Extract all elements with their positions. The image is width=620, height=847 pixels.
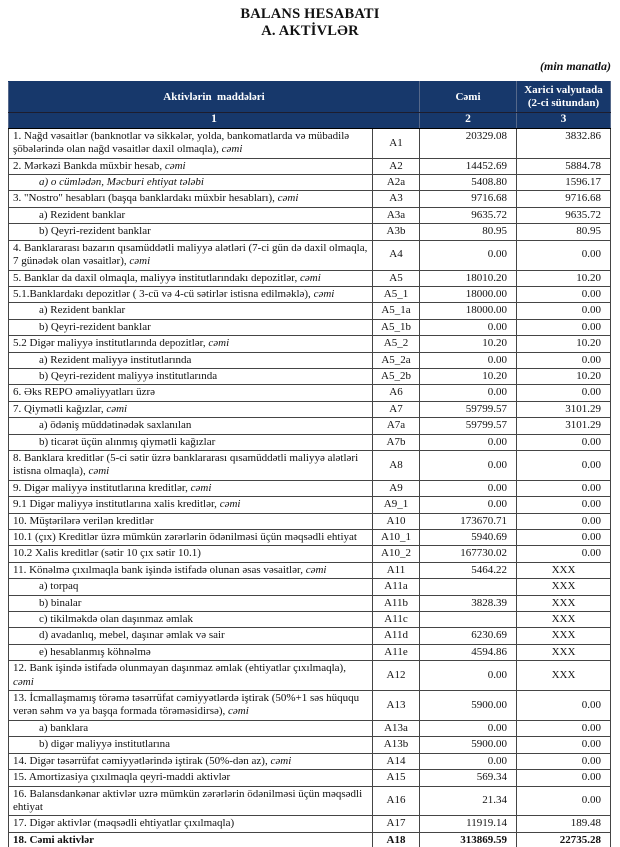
item-label-cell: b) Qeyri-rezident banklar [9, 224, 373, 240]
total-value-cell: 0.00 [420, 352, 517, 368]
total-value-cell: 5900.00 [420, 737, 517, 753]
item-label-italic: cəmi [129, 255, 151, 268]
table-row [9, 832, 611, 847]
foreign-value-cell: 0.00 [517, 450, 611, 480]
table-row [9, 286, 611, 302]
item-code-cell: A5_2 [373, 336, 420, 352]
total-value-cell: 5900.00 [420, 691, 517, 721]
item-label-cell: 6. Əks REPO əməliyyatları üzrə [9, 385, 373, 401]
foreign-value-cell: 5884.78 [517, 158, 611, 174]
column-header-total: Cəmi [420, 82, 517, 113]
item-label-italic: cəmi [88, 465, 110, 478]
total-value-cell: 9635.72 [420, 207, 517, 223]
total-value-cell: 0.00 [420, 450, 517, 480]
foreign-value-cell: 22735.28 [517, 832, 611, 847]
total-value-cell: 0.00 [420, 497, 517, 513]
table-row [9, 224, 611, 240]
item-code-cell: A4 [373, 240, 420, 270]
table-row [9, 270, 611, 286]
item-code-cell: A3a [373, 207, 420, 223]
foreign-value-cell: 0.00 [517, 737, 611, 753]
foreign-value-cell: 0.00 [517, 530, 611, 546]
document-title-block [0, 0, 620, 39]
total-value-cell: 5464.22 [420, 562, 517, 578]
total-value-cell: 6230.69 [420, 628, 517, 644]
total-value-cell: 10.20 [420, 336, 517, 352]
table-row [9, 816, 611, 832]
item-code-cell: A18 [373, 832, 420, 847]
foreign-value-cell: 189.48 [517, 816, 611, 832]
item-label-italic: cəmi [221, 143, 243, 156]
header-row [9, 82, 611, 113]
item-label-cell: 12. Bank işində istifadə olunmayan daşınmaz əmlak (ehtiyatlar çıxılmaqla), cəmi [9, 661, 373, 691]
page-subtitle: A. AKTİVLƏR [261, 22, 359, 39]
item-label-cell: 1. Nağd vəsaitlər (banknotlar və sikkələr, yolda, bankomatlarda və mübadilə şöbələrində olan nağd vəsaitlər daxil olmaqla), cəmi [9, 128, 373, 158]
total-value-cell: 5940.69 [420, 530, 517, 546]
foreign-value-cell: 3101.29 [517, 401, 611, 417]
table-header [9, 82, 611, 129]
foreign-value-cell: 0.00 [517, 286, 611, 302]
item-label-italic: cəmi [190, 481, 212, 494]
item-code-cell: A15 [373, 770, 420, 786]
item-code-cell: A7a [373, 418, 420, 434]
foreign-value-cell: 0.00 [517, 497, 611, 513]
table-row [9, 720, 611, 736]
foreign-value-cell: 10.20 [517, 270, 611, 286]
item-label-cell: e) hesablanmış köhnəlmə [9, 644, 373, 660]
foreign-value-cell: 10.20 [517, 368, 611, 384]
table-body [9, 128, 611, 847]
foreign-value-cell: 9716.68 [517, 191, 611, 207]
item-code-cell: A11d [373, 628, 420, 644]
item-code-cell: A11e [373, 644, 420, 660]
item-label-cell: 16. Balansdankənar aktivlər uzrə mümkün zərərlərin ödənilməsi üçün məqsədli ehtiyat [9, 786, 373, 816]
table-row [9, 530, 611, 546]
foreign-value-cell: 3832.86 [517, 128, 611, 158]
item-label-cell: a) torpaq [9, 579, 373, 595]
column-header-items: Aktivlərin maddələri [9, 82, 420, 113]
item-code-cell: A3 [373, 191, 420, 207]
foreign-value-cell: 9635.72 [517, 207, 611, 223]
table-row [9, 786, 611, 816]
foreign-value-cell: 0.00 [517, 434, 611, 450]
table-row [9, 497, 611, 513]
item-code-cell: A13b [373, 737, 420, 753]
item-label-cell: b) Qeyri-rezident banklar [9, 319, 373, 335]
foreign-value-cell: 0.00 [517, 753, 611, 769]
total-value-cell: 0.00 [420, 434, 517, 450]
total-value-cell: 11919.14 [420, 816, 517, 832]
total-value-cell: 14452.69 [420, 158, 517, 174]
table-row [9, 450, 611, 480]
column-number-row [9, 113, 611, 129]
total-value-cell: 0.00 [420, 720, 517, 736]
item-code-cell: A9_1 [373, 497, 420, 513]
table-row [9, 562, 611, 578]
item-label-cell: b) binalar [9, 595, 373, 611]
item-label-cell: 11. Könəlmə çıxılmaqla bank işində istifadə olunan əsas vəsaitlər, cəmi [9, 562, 373, 578]
item-label-italic: cəmi [313, 287, 335, 300]
table-row [9, 128, 611, 158]
total-value-cell: 9716.68 [420, 191, 517, 207]
total-value-cell: 21.34 [420, 786, 517, 816]
item-code-cell: A3b [373, 224, 420, 240]
item-code-cell: A7b [373, 434, 420, 450]
total-value-cell: 0.00 [420, 385, 517, 401]
total-value-cell: 0.00 [420, 240, 517, 270]
item-label-cell: 14. Digər təsərrüfat cəmiyyətlərində iştirak (50%-dən az), cəmi [9, 753, 373, 769]
item-label-cell: 8. Banklara kreditlər (5-ci sətir üzrə banklararası qısamüddətli maliyyə alətləri istisna olmaqla), cəmi [9, 450, 373, 480]
foreign-value-cell: 0.00 [517, 691, 611, 721]
total-value-cell: 5408.80 [420, 175, 517, 191]
table-row [9, 385, 611, 401]
item-label-cell: 4. Banklararası bazarın qısamüddətli maliyyə alətləri (7-ci gün də daxil olmaqla, 7 günədək olan vəsaitlər), cəmi [9, 240, 373, 270]
page-title: BALANS HESABATI [240, 6, 380, 22]
table-row [9, 628, 611, 644]
total-value-cell [420, 612, 517, 628]
item-label-cell: 10.2 Xalis kreditlər (sətir 10 çıx sətir 10.1) [9, 546, 373, 562]
item-code-cell: A6 [373, 385, 420, 401]
total-value-cell [420, 579, 517, 595]
total-value-cell: 59799.57 [420, 418, 517, 434]
item-code-cell: A11b [373, 595, 420, 611]
item-label-italic: cəmi [228, 705, 249, 718]
foreign-value-cell: XXX [517, 661, 611, 691]
item-label-cell [9, 175, 373, 191]
item-code-cell: A2a [373, 175, 420, 191]
total-value-cell: 0.00 [420, 480, 517, 496]
total-value-cell: 20329.08 [420, 128, 517, 158]
foreign-value-cell: 0.00 [517, 480, 611, 496]
foreign-value-cell: 0.00 [517, 303, 611, 319]
item-label-italic: cəmi [277, 192, 299, 205]
foreign-value-cell: XXX [517, 562, 611, 578]
table-row [9, 513, 611, 529]
item-label-cell: a) Rezident maliyyə institutlarında [9, 352, 373, 368]
total-value-cell: 167730.02 [420, 546, 517, 562]
item-label-cell: b) ticarət üçün alınmış qiymətli kağızlar [9, 434, 373, 450]
foreign-value-cell: 3101.29 [517, 418, 611, 434]
foreign-value-cell: XXX [517, 595, 611, 611]
item-label-cell: 9. Digər maliyyə institutlarına kreditlər, cəmi [9, 480, 373, 496]
item-code-cell: A12 [373, 661, 420, 691]
item-code-cell: A10_1 [373, 530, 420, 546]
foreign-value-cell: 0.00 [517, 546, 611, 562]
item-label-italic: cəmi [305, 563, 327, 576]
item-code-cell: A11c [373, 612, 420, 628]
foreign-value-cell: XXX [517, 579, 611, 595]
total-value-cell: 0.00 [420, 661, 517, 691]
item-label-cell: 18. Cəmi aktivlər [9, 832, 373, 847]
table-row [9, 579, 611, 595]
item-code-cell: A1 [373, 128, 420, 158]
item-label-italic: cəmi [270, 754, 292, 767]
table-row [9, 753, 611, 769]
item-label-cell: 17. Digər aktivlər (məqsədli ehtiyatlar çıxılmaqla) [9, 816, 373, 832]
total-value-cell: 18000.00 [420, 303, 517, 319]
item-label-italic: cəmi [208, 337, 230, 350]
table-row [9, 207, 611, 223]
item-label-cell: a) ödəniş müddətinədək saxlanılan [9, 418, 373, 434]
item-code-cell: A2 [373, 158, 420, 174]
item-code-cell: A14 [373, 753, 420, 769]
item-code-cell: A9 [373, 480, 420, 496]
column-number-2: 2 [420, 113, 517, 129]
total-value-cell: 4594.86 [420, 644, 517, 660]
foreign-value-cell: 0.00 [517, 319, 611, 335]
foreign-value-cell: 0.00 [517, 770, 611, 786]
item-code-cell: A16 [373, 786, 420, 816]
foreign-value-cell: 0.00 [517, 240, 611, 270]
total-value-cell: 173670.71 [420, 513, 517, 529]
item-label-cell: c) tikilməkdə olan daşınmaz əmlak [9, 612, 373, 628]
item-label-italic: a) o cümlədən, Məcburi ehtiyat tələbi [39, 176, 204, 189]
total-value-cell: 0.00 [420, 753, 517, 769]
total-value-cell: 10.20 [420, 368, 517, 384]
item-label-cell: 2. Mərkəzi Bankda müxbir hesab, cəmi [9, 158, 373, 174]
table-row [9, 434, 611, 450]
item-label-cell: 5.1.Banklardakı depozitlər ( 3-cü və 4-cü sətirlər istisna edilməklə), cəmi [9, 286, 373, 302]
foreign-value-cell: XXX [517, 612, 611, 628]
item-code-cell: A5_2b [373, 368, 420, 384]
item-code-cell: A11a [373, 579, 420, 595]
table-row [9, 612, 611, 628]
foreign-value-cell: 0.00 [517, 720, 611, 736]
table-row [9, 175, 611, 191]
column-header-foreign: Xarici valyutada (2-ci sütundan) [517, 82, 611, 113]
item-label-cell: 13. İcmallaşmamış törəmə təsərrüfat cəmiyyətlərdə iştirak (50%+1 səs hüququ verən səhm və ya başqa formada törəməsidirsə), cəmi [9, 691, 373, 721]
item-label-cell: 9.1 Digər maliyyə institutlarına xalis kreditlər, cəmi [9, 497, 373, 513]
total-value-cell: 313869.59 [420, 832, 517, 847]
table-row [9, 352, 611, 368]
item-label-cell: 10. Müştərilərə verilən kreditlər [9, 513, 373, 529]
item-label-cell: 15. Amortizasiya çıxılmaqla qeyri-maddi aktivlər [9, 770, 373, 786]
item-code-cell: A5_1b [373, 319, 420, 335]
item-code-cell: A7 [373, 401, 420, 417]
total-value-cell: 3828.39 [420, 595, 517, 611]
item-label-cell: 7. Qiymətli kağızlar, cəmi [9, 401, 373, 417]
item-code-cell: A8 [373, 450, 420, 480]
item-code-cell: A17 [373, 816, 420, 832]
table-row [9, 661, 611, 691]
total-value-cell: 569.34 [420, 770, 517, 786]
table-row [9, 418, 611, 434]
table-row [9, 691, 611, 721]
item-label-cell: 5.2 Digər maliyyə institutlarında depozitlər, cəmi [9, 336, 373, 352]
foreign-value-cell: 0.00 [517, 786, 611, 816]
item-label-italic: cəmi [164, 159, 186, 172]
foreign-value-cell: 80.95 [517, 224, 611, 240]
item-label-italic: cəmi [300, 271, 321, 284]
table-row [9, 191, 611, 207]
item-code-cell: A11 [373, 562, 420, 578]
foreign-value-cell: 0.00 [517, 513, 611, 529]
table-row [9, 368, 611, 384]
item-code-cell: A5_1 [373, 286, 420, 302]
foreign-value-cell: 1596.17 [517, 175, 611, 191]
item-code-cell: A5_2a [373, 352, 420, 368]
table-row [9, 240, 611, 270]
foreign-value-cell: XXX [517, 628, 611, 644]
table-row [9, 644, 611, 660]
item-label-cell: a) Rezident banklar [9, 207, 373, 223]
item-code-cell: A10 [373, 513, 420, 529]
total-value-cell: 59799.57 [420, 401, 517, 417]
item-code-cell: A5_1a [373, 303, 420, 319]
item-label-cell: d) avadanlıq, mebel, daşınar əmlak və sair [9, 628, 373, 644]
item-label-cell: 10.1 (çıx) Kreditlər üzrə mümkün zərərlərin ödənilməsi üçün məqsədli ehtiyat [9, 530, 373, 546]
table-row [9, 401, 611, 417]
table-row [9, 336, 611, 352]
total-value-cell: 18000.00 [420, 286, 517, 302]
unit-note: (min manatla) [539, 59, 611, 74]
table-row [9, 737, 611, 753]
item-label-cell: 3. "Nostro" hesabları (başqa banklardakı müxbir hesabları), cəmi [9, 191, 373, 207]
table-row [9, 303, 611, 319]
column-number-3: 3 [517, 113, 611, 129]
item-label-italic: cəmi [219, 498, 241, 511]
foreign-value-cell: 0.00 [517, 352, 611, 368]
table-row [9, 546, 611, 562]
item-label-italic: cəmi [106, 402, 128, 415]
table-row [9, 770, 611, 786]
total-value-cell: 18010.20 [420, 270, 517, 286]
total-value-cell: 80.95 [420, 224, 517, 240]
item-label-italic: cəmi [13, 675, 34, 688]
item-label-cell: a) banklara [9, 720, 373, 736]
item-label-cell: b) digər maliyyə institutlarına [9, 737, 373, 753]
table-row [9, 319, 611, 335]
foreign-value-cell: XXX [517, 644, 611, 660]
balance-sheet-table [8, 81, 611, 847]
foreign-value-cell: 10.20 [517, 336, 611, 352]
item-label-cell: b) Qeyri-rezident maliyyə institutlarında [9, 368, 373, 384]
total-value-cell: 0.00 [420, 319, 517, 335]
foreign-value-cell: 0.00 [517, 385, 611, 401]
column-number-1: 1 [9, 113, 420, 129]
table-row [9, 158, 611, 174]
table-row [9, 480, 611, 496]
item-code-cell: A13 [373, 691, 420, 721]
item-label-cell: a) Rezident banklar [9, 303, 373, 319]
item-code-cell: A5 [373, 270, 420, 286]
item-label-cell: 5. Banklar da daxil olmaqla, maliyyə institutlarındakı depozitlər, cəmi [9, 270, 373, 286]
item-code-cell: A10_2 [373, 546, 420, 562]
table-row [9, 595, 611, 611]
item-code-cell: A13a [373, 720, 420, 736]
